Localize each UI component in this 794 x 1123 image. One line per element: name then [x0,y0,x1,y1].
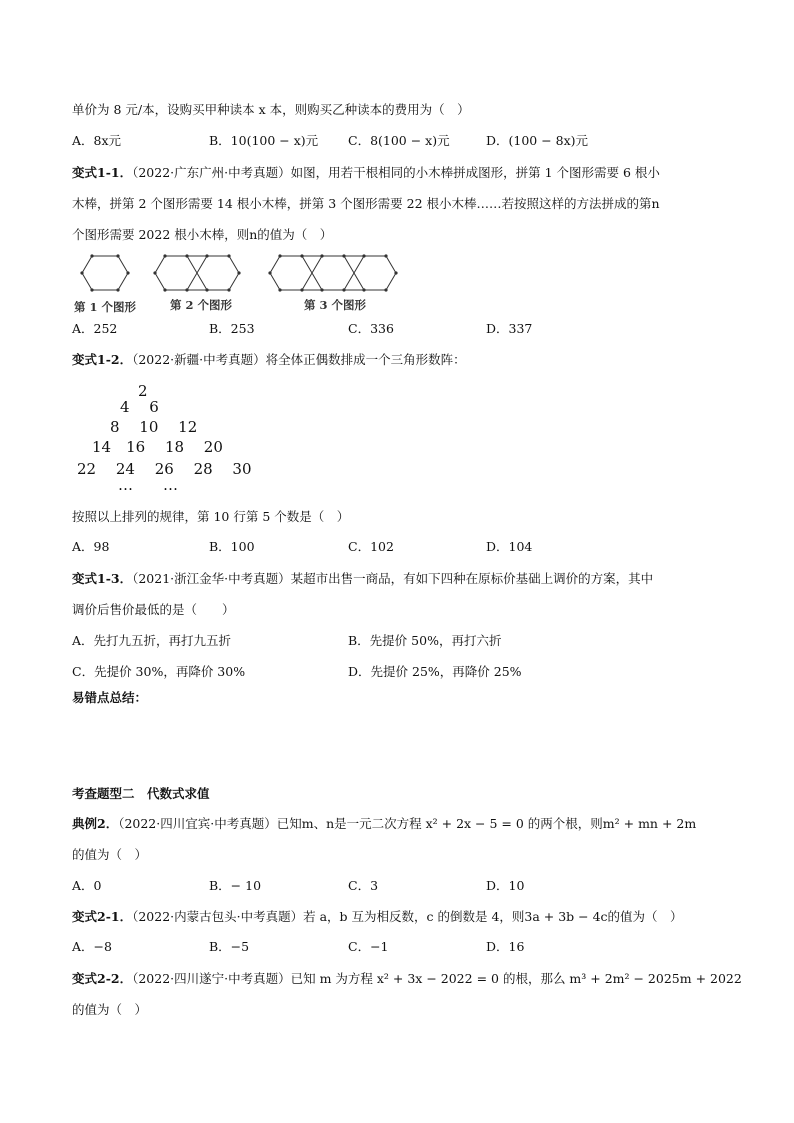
figure-2 [153,254,240,291]
triangle-row: 4 6 [120,398,159,416]
variant-label: 变式2-1． [72,909,133,924]
triangle-ellipsis: … … [118,476,179,494]
example-label: 典例2． [72,816,119,831]
figure-caption: 第 2 个图形 [170,298,233,312]
option-d: D．337 [486,321,533,336]
variant-1-3-line: 调价后售价最低的是（ ） [72,602,235,617]
variant-1-3-line: 变式1-3．（2021·浙江金华·中考真题）某超市出售一商品，有如下四种在原标价基础上调价的方案，其中 [72,571,654,586]
option-b: B．253 [209,321,255,336]
option-b: B．−5 [209,939,250,954]
option-a: A．0 [72,878,102,893]
option-c: C．先提价 30%，再降价 30% [72,664,246,679]
triangle-row: 22 24 26 28 30 [77,460,252,478]
example-2-line: 的值为（ ） [72,847,148,862]
variant-1-1-line: 木棒，拼第 2 个图形需要 14 根小木棒，拼第 3 个图形需要 22 根小木棒……若按照这样的方法拼成的第n [72,196,660,211]
section-heading: 考查题型二 代数式求值 [72,786,210,801]
option-b: B．10(100 − x)元 [209,133,319,148]
variant-1-2-line: 变式1-2．（2022·新疆·中考真题）将全体正偶数排成一个三角形数阵： [72,352,466,367]
figure-3 [268,254,397,291]
option-b: B．− 10 [209,878,262,893]
figure-caption: 第 3 个图形 [304,298,367,312]
figure-caption: 第 1 个图形 [74,300,137,314]
mistake-summary-heading: 易错点总结： [72,690,148,705]
option-c: C．102 [348,539,394,554]
figure-1 [80,254,129,291]
option-d: D．104 [486,539,533,554]
option-a: A．252 [72,321,118,336]
option-d: D．16 [486,939,525,954]
question-text: 单价为 8 元/本，设购买甲种读本 x 本，则购买乙种读本的费用为（ ） [72,102,470,117]
variant-2-1-line: 变式2-1．（2022·内蒙古包头·中考真题）若 a，b 互为相反数，c 的倒数是 4，则3a + 3b − 4c的值为（ ） [72,909,683,924]
option-a: A．先打九五折，再打九五折 [72,633,232,648]
option-c: C．8(100 − x)元 [348,133,450,148]
option-c: C．3 [348,878,379,893]
option-d: D．(100 − 8x)元 [486,133,589,148]
variant-label: 变式1-1． [72,165,133,180]
variant-2-2-line: 的值为（ ） [72,1002,148,1017]
option-a: A．8x元 [72,133,122,148]
option-d: D．先提价 25%，再降价 25% [348,664,522,679]
variant-1-1-line: 变式1-1．（2022·广东广州·中考真题）如图，用若干根相同的小木棒拼成图形，拼第 1 个图形需要 6 根小 [72,165,660,180]
variant-1-1-line: 个图形需要 2022 根小木棒，则n的值为（ ） [72,227,333,242]
option-b: B．先提价 50%，再打六折 [348,633,502,648]
option-d: D．10 [486,878,525,893]
variant-2-2-line: 变式2-2．（2022·四川遂宁·中考真题）已知 m 为方程 x² + 3x − 2022 = 0 的根，那么 m³ + 2m² − 2025m + 2022 [72,971,742,986]
option-c: C．336 [348,321,394,336]
triangle-row: 2 [138,382,148,400]
option-b: B．100 [209,539,255,554]
question-text: 按照以上排列的规律，第 10 行第 5 个数是（ ） [72,509,350,524]
option-a: A．98 [72,539,110,554]
option-c: C．−1 [348,939,389,954]
triangle-row: 8 10 12 [110,418,198,436]
option-a: A．−8 [72,939,112,954]
triangle-row: 14 16 18 20 [92,438,223,456]
variant-label: 变式2-2． [72,971,133,986]
variant-label: 变式1-3． [72,571,133,586]
variant-label: 变式1-2． [72,352,133,367]
example-2-line: 典例2．（2022·四川宜宾·中考真题）已知m、n是一元二次方程 x² + 2x − 5 = 0 的两个根，则m² + mn + 2m [72,816,697,831]
